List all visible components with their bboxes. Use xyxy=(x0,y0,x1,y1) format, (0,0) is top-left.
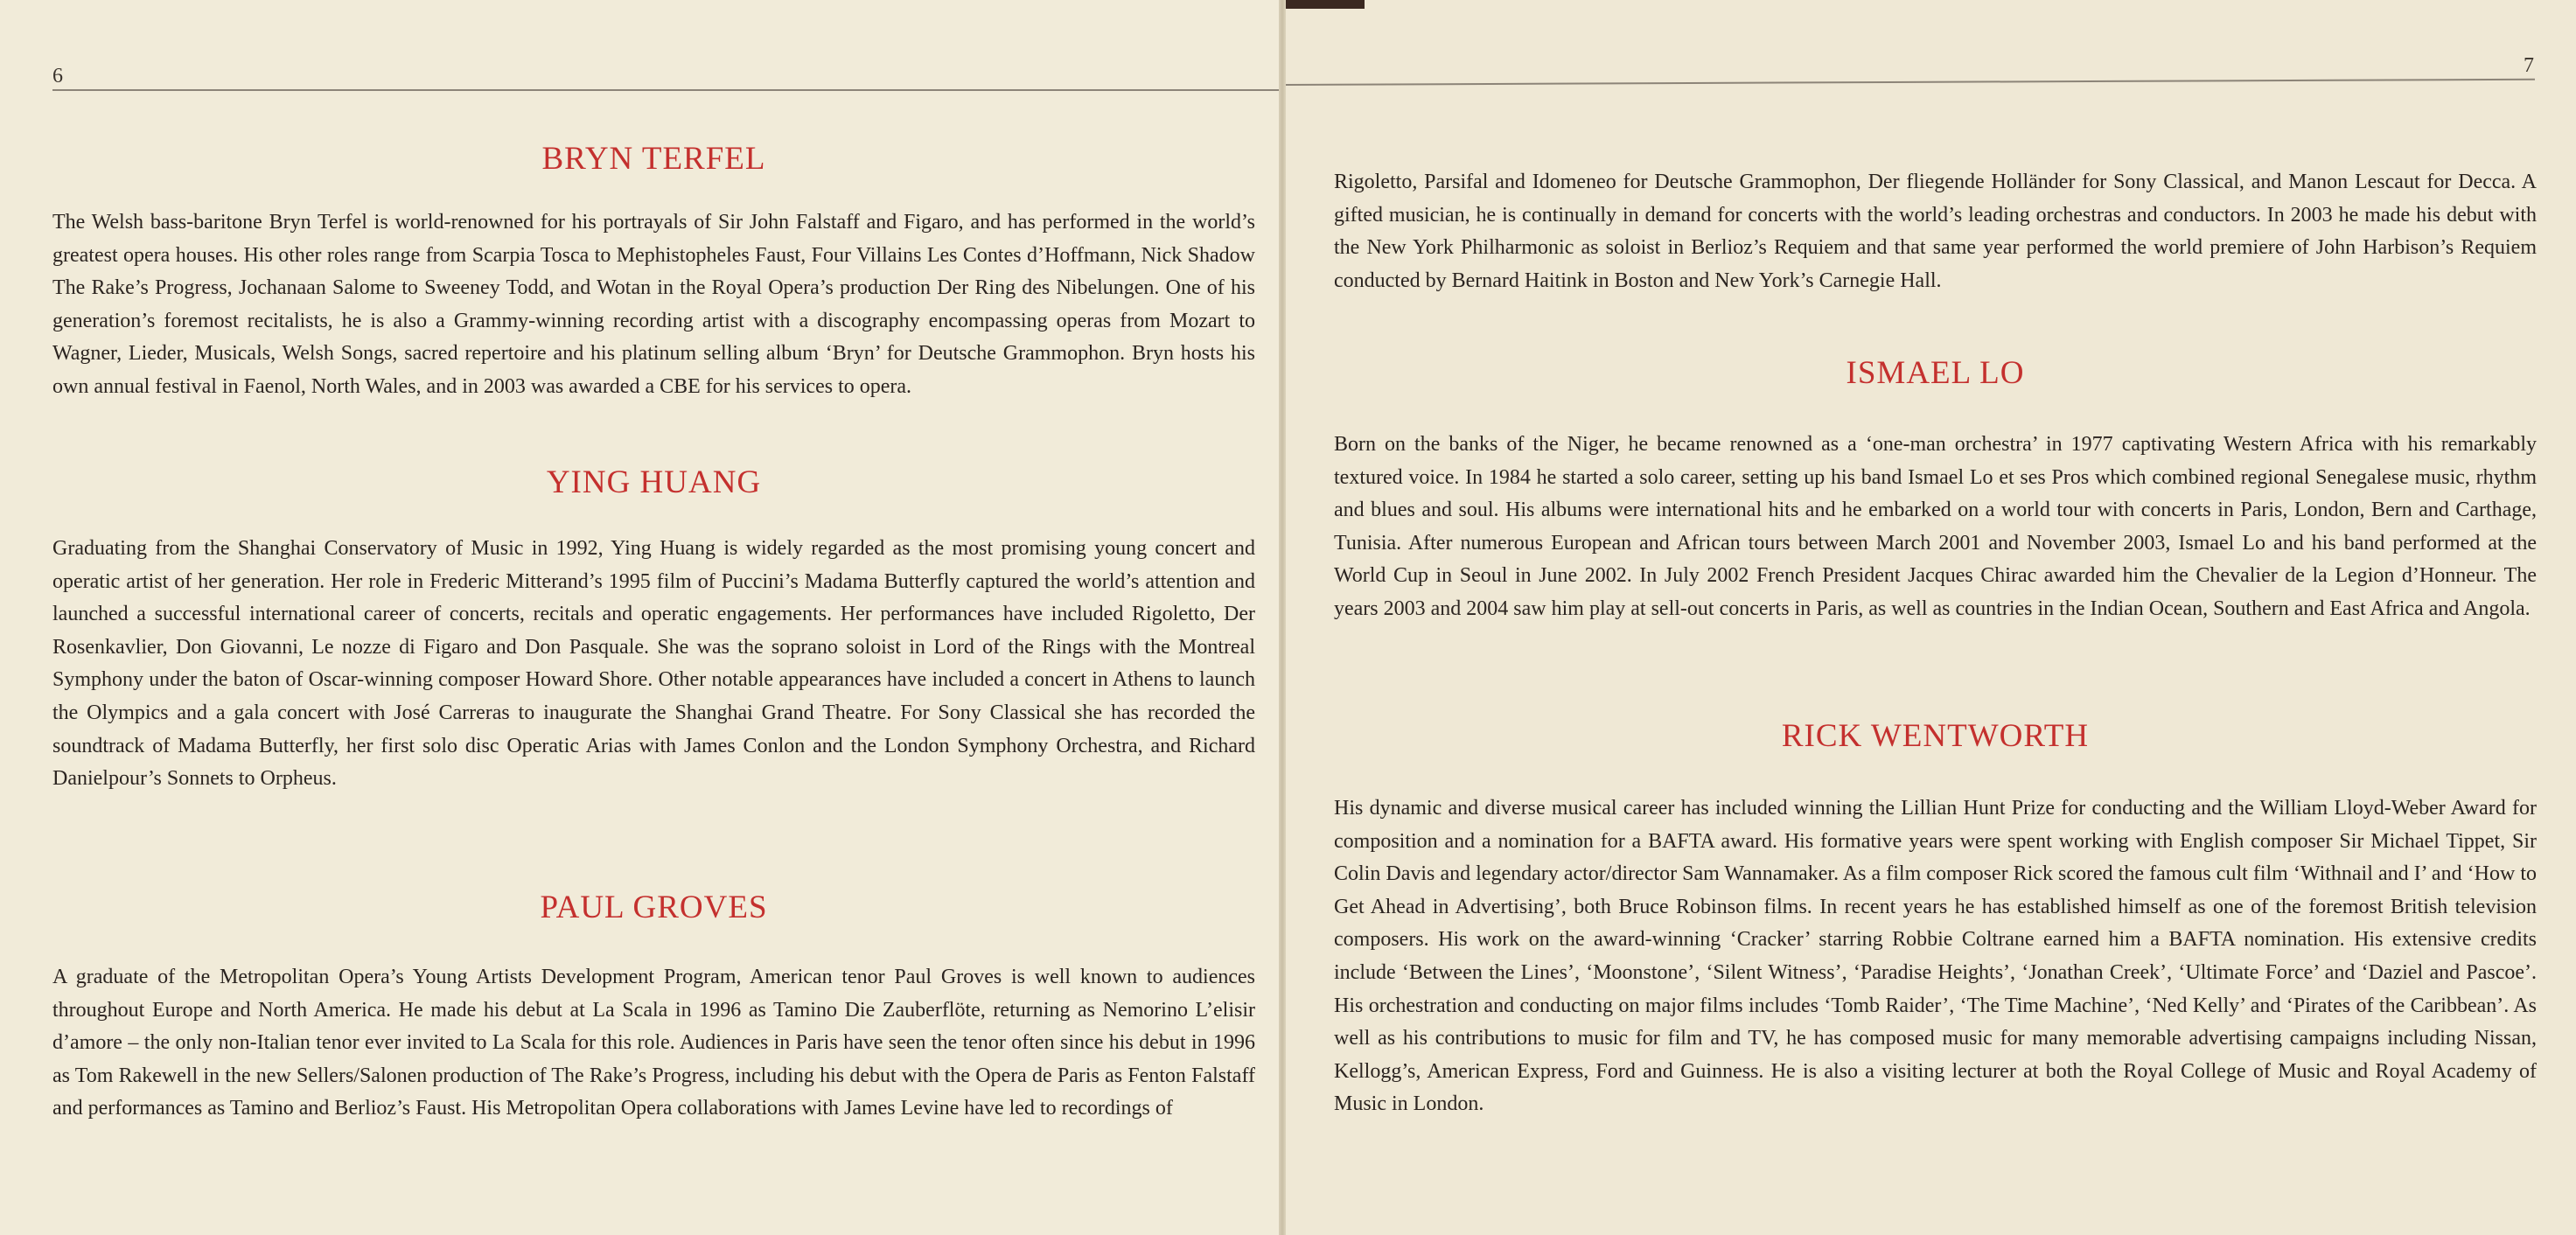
bio-rick-wentworth: His dynamic and diverse musical career has included winning the Lillian Hunt Prize for conducting and the William Lloyd-Weber Award for composition and a nomination for a BAFTA award. His formative years were spent working with English composer Sir Michael Tippet, Sir Colin Davis and legendary actor/director Sam Wannamaker. As a film composer Rick scored the famous cult film ‘Withnail and I’ and ‘How to Get Ahead in Advertising’, both Bruce Robinson films. In recent years he has established himself as one of the foremost British television composers. His work on the award-winning ‘Cracker’ starring Robbie Coltrane earned him a BAFTA nomination. His extensive credits include ‘Between the Lines’, ‘Moonstone’, ‘Silent Witness’, ‘Paradise Heights’, ‘Jonathan Creek’, ‘Ultimate Force’ and ‘Daziel and Pascoe’. His orchestration and conducting on major films includes ‘Tomb Raider’, ‘The Time Machine’, ‘Ned Kelly’ and ‘Pirates of the Caribbean’. As well as his contributions to music for film and TV, he has composed music for many memorable advertising campaigns including Nissan, Kellogg’s, American Express, Ford and Guinness. He is also a visiting lecturer at both the Royal College of Music and Royal Academy of Music in London. xyxy=(1334,797,2537,1116)
page-number-left: 6 xyxy=(52,65,63,87)
heading-ying-huang: YING HUANG xyxy=(546,464,762,500)
bio-ismael-lo: Born on the banks of the Niger, he became renowned as a ‘one-man orchestra’ in 1977 captivating Western Africa with his remarkably textured voice. In 1984 he started a solo career, setting up his band Ismael Lo et ses Pros which combined regional Senegalese music, rhythm and blues and soul. His albums were international hits and he embarked on a world tour with concerts in Paris, London, Bern and Carthage, Tunisia. After numerous European and African tours between March 2001 and November 2003, Ismael Lo and his band performed at the World Cup in Seoul in June 2002. In July 2002 French President Jacques Chirac awarded him the Chevalier de la Legion d’Honneur. The years 2003 and 2004 saw him play at sell-out concerts in Paris, as well as countries in the Indian Ocean, Southern and East Africa and Angola. xyxy=(1334,433,2537,620)
heading-bryn-terfel: BRYN TERFEL xyxy=(541,141,766,177)
heading-rick-wentworth: RICK WENTWORTH xyxy=(1781,718,2090,754)
left-page xyxy=(0,0,1279,1235)
header-rule-left xyxy=(52,89,1279,91)
heading-ismael-lo: ISMAEL LO xyxy=(1846,355,2025,391)
bio-paul-groves-continued: Rigoletto, Parsifal and Idomeneo for Deutsche Grammophon, Der fliegende Holländer for Sony Classical, and Manon Lescaut for Decca. A gifted musician, he is continually in demand for concerts with the world’s leading orchestras and conductors. In 2003 he made his debut with the New York Philharmonic as soloist in Berlioz’s Requiem and that same year performed the world premiere of John Harbison’s Requiem conducted by Bernard Haitink in Boston and New York’s Carnegie Hall. xyxy=(1334,171,2537,292)
bio-ying-huang: Graduating from the Shanghai Conservatory of Music in 1992, Ying Huang is widely regarded as the most promising young concert and operatic artist of her generation. Her role in Frederic Mitterand’s 1995 film of Puccini’s Madama Butterfly captured the world’s attention and launched a successful international career of concerts, recitals and operatic engagements. Her performances have included Rigoletto, Der Rosenkavlier, Don Giovanni, Le nozze di Figaro and Don Pasquale. She was the soprano soloist in Lord of the Rings with the Montreal Symphony under the baton of Oscar-winning composer Howard Shore. Other notable appearances have included a concert in Athens to launch the Olympics and a gala concert with José Carreras to inaugurate the Shanghai Grand Theatre. For Sony Classical she has recorded the soundtrack of Madama Butterfly, her first solo disc Operatic Arias with James Conlon and the London Symphony Orchestra, and Richard Danielpour’s Sonnets to Orpheus. xyxy=(52,537,1255,791)
bio-paul-groves: A graduate of the Metropolitan Opera’s Young Artists Development Program, American tenor Paul Groves is well known to audiences throughout Europe and North America. He made his debut at La Scala in 1996 as Tamino Die Zauberflöte, returning as Nemorino L’elisir d’amore – the only non-Italian tenor ever invited to La Scala for this role. Audiences in Paris have seen the tenor often since his debut in 1996 as Tom Rakewell in the new Sellers/Salonen production of The Rake’s Progress, including his debut with the Opera de Paris as Fenton Falstaff and performances as Tamino and Berlioz’s Faust. His Metropolitan Opera collaborations with James Levine have led to recordings of xyxy=(52,966,1255,1120)
header-rule-right xyxy=(1286,79,2535,86)
top-edge-shadow xyxy=(1286,0,1365,9)
heading-paul-groves: PAUL GROVES xyxy=(540,890,768,925)
book-spine xyxy=(1279,0,1286,1235)
bio-bryn-terfel: The Welsh bass-baritone Bryn Terfel is world-renowned for his portrayals of Sir John Falstaff and Figaro, and has performed in the world’s greatest opera houses. His other roles range from Scarpia Tosca to Mephistopheles Faust, Four Villains Les Contes d’Hoffmann, Nick Shadow The Rake’s Progress, Jochanaan Salome to Sweeney Todd, and Wotan in the Royal Opera’s production Der Ring des Nibelungen. One of his generation’s foremost recitalists, he is also a Grammy-winning recording artist with a discography encompassing operas from Mozart to Wagner, Lieder, Musicals, Welsh Songs, sacred repertoire and his platinum selling album ‘Bryn’ for Deutsche Grammophon. Bryn hosts his own annual festival in Faenol, North Wales, and in 2003 was awarded a CBE for his services to opera. xyxy=(52,211,1255,398)
right-page xyxy=(1286,0,2576,1235)
page-number-right: 7 xyxy=(2524,54,2534,77)
